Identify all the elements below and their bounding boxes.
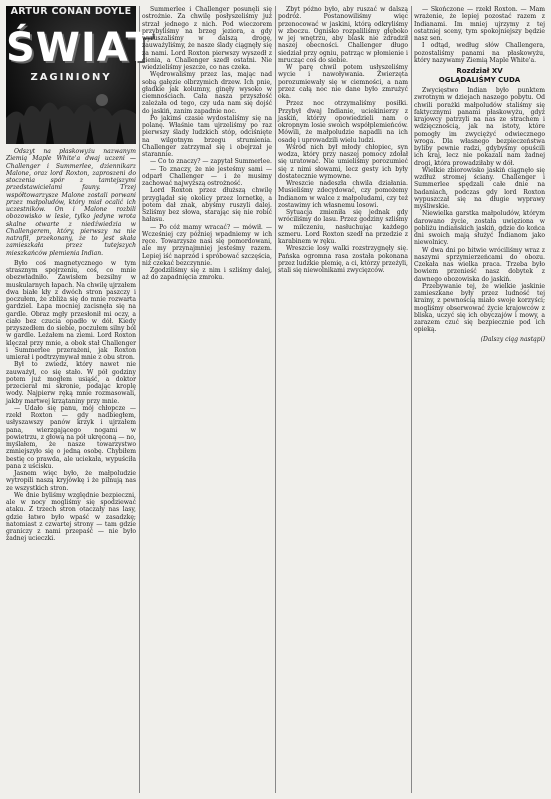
column-4 xyxy=(414,6,545,793)
body-paragraph: Po jakimś czasie wydostaliśmy się na polanę. Właśnie tam ujrzeliśmy po raz pierwszy ślady ludzkich stóp, odciśnięte na wilgotnym brzegu strumienia. Challenger zatrzymał się i obejrzał je starannie. xyxy=(142,114,272,158)
body-paragraph: Przez noc otrzymaliśmy posiłki. Przybył dwaj Indianie, uciekinierzy z jaskiń, którzy opowiedzieli nam o okropnym losie swoich współplemieńców. Mówili, że małpoludzie napadli na ich osadę i uprowadzili wielu ludzi. xyxy=(278,100,408,144)
body-paragraph: Wędrowaliśmy przez las, mając nad sobą gałęzie olbrzymich drzew. Ich pnie, gładkie jak kolumny, ginęły wysoko w ciemnościach. Cała nasza przyszłość zależała od tego, czy uda nam się dojść do jaskiń, zanim zapadnie noc. xyxy=(142,71,272,115)
chapter-title: OGLĄDALIŚMY CUDA xyxy=(438,76,521,84)
body-paragraph: Lord Roxton przez dłuższą chwilę przyglądał się okolicy przez lornetkę, a potem dał znak, abyśmy ruszyli dalej. Szliśmy bez słowa, starając się nie robić hałasu. xyxy=(142,187,272,224)
body-paragraph: — To znaczy, że nie jesteśmy sami — odparł Challenger — i że musimy zachować najwyższą ostrożność. xyxy=(142,165,272,187)
body-paragraph: Niewielka garstka małpoludów, którym darowano życie, została uwięziona w pobliżu indiańskich jaskiń, gdzie do końca dni swoich mają służyć Indianom jako niewolnicy. xyxy=(414,210,545,247)
body-paragraph: Summerlee i Challenger posunęli się ostrożnie. Za chwilę posłyszeliśmy już strzał jednego z nich. Pod wieczorem przybyliśmy na brzeg jeziora, a gdy wyruszaliśmy w dalszą drogę, zauważyliśmy, że nasze ślady ciągnęły się za nami. Lord Roxton pierwszy wyszedł z cienia, a Challenger szedł ostatni. Nie wiedzieliśmy jeszcze, co nas czeka. xyxy=(142,6,272,71)
column-rule xyxy=(139,6,140,793)
body-paragraph: I odtąd, według słów Challengera, pozostaliśmy panami na płaskowyżu, który nazywamy Ziemią Maple White'a. xyxy=(414,42,545,64)
column-1 xyxy=(6,6,154,793)
intro-paragraph: Odszyt na płaskowyżu nazwanym Ziemią Maple White'a dwaj uczeni — Challenger i Summerlee, dziennikarz Malone, oraz lord Roxton, zaproszeni do stoczenia spór z tamtejszymi przedstawicielami fauny. Trzej współtowarzysze Malone zostali porwani przez małpoludów, który miał ocalić ich uczestników. On i Malone rozbili obozowisko w lesie, tylko jedyne wrota skalne otwarte z niedźwiedzia w Challengerem, który, pierwszy na nie natrafił, przekonany, że to jest skała zamieszkała przez tutejszych mieszkańców plemienia Indian. xyxy=(6,148,136,257)
body-paragraph: Było coś magnetycznego w tym strasznym spojrzeniu, coś, co mnie obezwładniło. Zawisłem bezsilny w muskularnych łapach. Na chwilę ujrzałem dwa białe kły z dwóch stron paszczy i poczułem, że zbliża się do mnie rozwarta gardziel. Łapa mocniej zacisnęła się na gardle. Obraz mgły przesłonił mi oczy, a ciało bez czucia opadło w dół. Kiedy przyszedłem do siebie, poczułem silny ból w gardle. Leżałem na ziemi. Lord Roxton klęczał przy mnie, a obok stał Challenger i Summerlee przerażeni, jak Roxton umierał i podtrzymywał mnie z obu stron. xyxy=(6,259,136,361)
body-paragraph: Zwycięstwo Indian było punktem zwrotnym w dziejach naszego pobytu. Od chwili porażki małpoludów staliśmy się faktycznymi panami płaskowyżu, gdyż krajowcy patrzyli na nas ze strachem i wdzięcznością, jak na istoty, które pomogły im zwyciężyć odwiecznego wroga. Dla własnego bezpieczeństwa byliby pewnie radzi, gdybyśmy opuścili ich kraj, lecz nie pokazali nam żadnej drogi, która prowadziłaby w dół. xyxy=(414,87,545,167)
body-paragraph: We dnie byliśmy względnie bezpieczni, ale w nocy mogliśmy się spodziewać ataku. Z trzech stron otaczały nas lasy, gdzie łatwo było wpaść w zasadzkę; natomiast z czwartej strony — tam gdzie graniczy z nami przepaść — nie było żadnej ucieczki. xyxy=(6,491,136,543)
story-subtitle: ZAGINIONY xyxy=(30,72,112,83)
body-paragraph: Był to zwiedz, który nawet nie zauważył, co się stało. W pół godziny potem już mogłem usiąść, a doktor przecierał mi skronie, podając kroplę wody. Najpierw ręką mnie rozmasowali, jakby martwej krzątaniny przy mnie. xyxy=(6,361,136,405)
column-3 xyxy=(278,6,408,793)
body-paragraph: Zbyt późno było, aby ruszać w dalszą podróż. Postanowiliśmy więc przenocować w jaskini, którą odkryliśmy w zboczu. Ognisko rozpaliliśmy głęboko w jej wnętrzu, aby blask nie zdradził naszej obecności. Challenger długo siedział przy ogniu, patrząc w płomienie i mrucząc coś do siebie. xyxy=(278,6,408,64)
body-paragraph: Wielkie zbiorowisko jaskiń ciągnęło się wzdłuż stromej ściany. Challenger i Summerlee spędzali całe dnie na badaniach, podczas gdy lord Roxton wypuszczał się na długie wyprawy myśliwskie. xyxy=(414,166,545,210)
body-paragraph: W parę chwil potem usłyszeliśmy wycie i nawoływania. Zwierzęta porozumiewały się w ciemności, a nam przez całą noc nie dane było zmrużyć oka. xyxy=(278,64,408,100)
body-paragraph: W dwa dni po bitwie wróciliśmy wraz z naszymi sprzymierzeńcami do obozu. Czekała nas wielka praca. Trzeba było bowiem przenieść nasz dobytek z dawnego obozowiska do jaskiń. xyxy=(414,246,545,283)
continued-note: (Dalszy ciąg nastąpi) xyxy=(480,335,545,343)
title-illustration xyxy=(6,6,154,144)
body-paragraph: Zgodziliśmy się z nim i szliśmy dalej, aż do zapadnięcia zmroku. xyxy=(142,267,272,282)
body-paragraph: — Udało się panu, mój chłopcze — rzekł Roxton — gdy nadbiegłem, usłyszawszy panów krzyk i ujrzałem pana, wierzgającego nogami w powietrzu, z głową na pół ukręconą — no, myślałem, że nasze towarzystwo zmniejszyło się o jedną osobę. Chybiłem bestię co prawda, ale uciekała, wypuściła pana z uścisku. xyxy=(6,404,136,470)
intro-summary xyxy=(6,148,136,257)
chapter-heading xyxy=(414,67,545,85)
body-paragraph: Przebywanie tej, że wielkie jaskinie zamieszkane były przez ludność tej krainy, z pewnością miało swoje korzyści; mogliśmy obserwować życie krajowców z bliska, uczyć się ich obyczajów i mowy, a zarazem czuć się bezpiecznie pod ich opieką. xyxy=(414,282,545,334)
body-paragraph: Wreszcie losy walki rozstrzygnęły się. Pańska ogromna rasa została pokonana przez ludzkie plemię, a ci, którzy przeżyli, stali się niewolnikami zwycięzców. xyxy=(278,245,408,274)
body-paragraph: — Po cóż mamy wracać? — mówił. — Wcześniej czy później wpadniemy w ich ręce. Towarzysze nasi się pomordowani, ale my przynajmniej jesteśmy razem. Lepiej iść naprzód i spróbować szczęścia, niż czekać bezczynnie. xyxy=(142,223,272,267)
column-2 xyxy=(142,6,272,793)
jungle-illustration-icon xyxy=(6,88,136,144)
story-title: ŚWIAT xyxy=(6,25,154,71)
body-paragraph: Sytuacja zmieniła się jednak gdy wróciliśmy do lasu. Przez godziny szliśmy w milczeniu, nasłuchując każdego szmeru. Lord Roxton szedł na przedzie z karabinem w ręku. xyxy=(278,209,408,245)
body-paragraph: Wreszcie nadeszła chwila działania. Musieliśmy zdecydować, czy pomożemy Indianom w walce z małpoludami, czy też zostawimy ich własnemu losowi. xyxy=(278,180,408,209)
chapter-number: Rozdział XV xyxy=(456,67,503,75)
body-paragraph: — Skończone — rzekł Roxton. — Mam wrażenie, że lepiej pozostać razem z Indianami. Im mniej ujrzymy z tej ostatniej sceny, tym spokojniejszy będzie nasz sen. xyxy=(414,6,545,42)
author-name: ARTUR CONAN DOYLE xyxy=(10,6,132,17)
body-paragraph: — Co to znaczy? — zapytał Summerlee. xyxy=(150,158,272,166)
body-paragraph: Jasnem więc było, że małpoludzie wytropili naszą kryjówkę i że pilnują nas ze wszystkich stron. xyxy=(6,470,136,492)
column-rule xyxy=(275,6,276,793)
body-paragraph: Wśród nich był młody chłopiec, syn wodza, który przy naszej pomocy zdołał się uratować. Nie umieliśmy porozumieć się z nimi słowami, lecz gesty ich były dostatecznie wymowne. xyxy=(278,143,408,180)
column-rule xyxy=(411,6,412,793)
